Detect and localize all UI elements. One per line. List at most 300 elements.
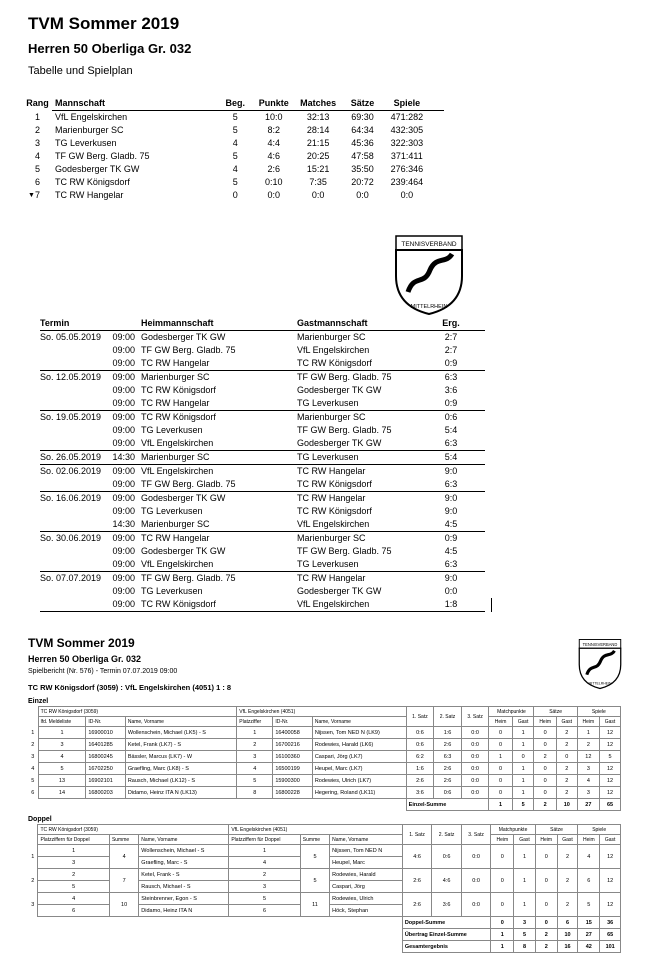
match-number: 1 [31,729,35,736]
schedule-home: Godesberger TK GW [141,493,226,503]
result-value: 2 [556,739,577,751]
result-value: 2 [577,739,599,751]
total-value: 27 [578,929,600,941]
standings-cell: 20:72 [351,177,374,187]
singles-header-row [28,707,621,717]
standings-cell: Godesberger TK GW [54,164,140,174]
home-team-header: TC RW Königsdorf (3059) [38,825,229,835]
standings-cell: 47:58 [351,151,374,161]
schedule-row [40,370,485,384]
standings-header-cell: Matches [300,98,337,108]
guest-player: Caspari, Jörg (LK7) [312,751,406,763]
result-value: 0 [556,751,577,763]
doubles-table [28,824,621,953]
standings-cell: 4 [34,151,40,161]
set-score: 0:0 [461,869,491,893]
standings-row [24,176,429,189]
schedule-result: 0:0 [444,586,458,596]
schedule-row [40,424,485,437]
result-value: 12 [600,763,621,775]
result-value: 2 [557,845,578,869]
result-value: 0 [491,869,514,893]
set-score: 0:0 [461,893,491,917]
standings-cell: 1 [34,112,40,122]
schedule-time: 14:30 [112,452,135,462]
doubles-row [28,869,621,881]
group-header: Matchpunkte [489,707,534,717]
home-sum: 4 [109,845,138,869]
total-value: 36 [600,917,621,929]
schedule-home: TF GW Berg. Gladb. 75 [141,573,236,583]
schedule-time: 09:00 [112,398,135,408]
schedule-date [40,424,106,437]
schedule-row [40,450,485,464]
standings-cell: 4 [232,164,238,174]
result-value: 12 [577,751,599,763]
schedule-time: 09:00 [112,372,135,382]
standings-header-cell: Punkte [258,98,289,108]
schedule-guest: VfL Engelskirchen [297,345,370,355]
standings-cell: 7 [34,190,40,200]
schedule-row [40,478,485,491]
schedule-date: So. 30.06.2019 [40,533,102,543]
schedule-time: 09:00 [112,559,135,569]
guest-position: 2 [229,869,300,881]
schedule-home: VfL Engelskirchen [141,559,214,569]
home-position: 5 [38,763,86,775]
schedule-result: 9:0 [444,573,458,583]
group-header: Spiele [578,825,621,835]
result-value: 12 [600,869,621,893]
league-title: Herren 50 Oberliga Gr. 032 [28,41,192,56]
schedule-time: 09:00 [112,438,135,448]
report-cell [28,717,38,727]
singles-row [28,727,621,739]
standings-row [24,137,429,150]
set-score: 0:0 [461,739,489,751]
set-score: 2:6 [434,775,462,787]
home-guest-header: Gast [514,835,535,845]
schedule-result: 9:0 [444,506,458,516]
result-value: 0 [489,775,512,787]
schedule-home: Marienburger SC [141,372,210,382]
set-header: 1. Satz [402,825,432,845]
standings-header [24,97,429,110]
total-value: 2 [535,929,557,941]
guest-position: 4 [237,763,273,775]
column-header: Platzziffern für Doppel [38,835,109,845]
schedule-home: TC RW Hangelar [141,398,210,408]
schedule-time: 09:00 [112,533,135,543]
standings-cell: TG Leverkusen [54,138,117,148]
total-value: 10 [557,929,578,941]
doubles-header-row [28,825,621,835]
schedule-date [40,437,106,450]
column-header: ID-Nr. [273,717,313,727]
total-label: Übertrag Einzel-Summe [402,929,491,941]
set-header: 2. Satz [434,707,462,727]
schedule-guest: Godesberger TK GW [297,385,382,395]
result-value: 1 [514,869,535,893]
schedule-guest: Marienburger SC [297,533,366,543]
logo-text-top: TENNISVERBAND [401,241,457,248]
result-value: 0 [535,845,557,869]
standings-cell: 21:15 [306,138,330,148]
home-id: 16702250 [86,763,126,775]
singles-table [28,706,621,811]
logo-text-bottom: MITTELRHEIN [410,304,448,310]
report-title: TVM Sommer 2019 [28,636,135,650]
total-value: 65 [600,929,621,941]
standings-cell: 0:0 [356,190,369,200]
guest-id: 16400058 [273,727,313,739]
schedule-result: 6:3 [444,438,458,448]
schedule-guest: TF GW Berg. Gladb. 75 [297,546,392,556]
guest-team-header: VfL Engelskirchen (4051) [229,825,402,835]
result-value: 12 [600,893,621,917]
guest-player: Rodewies, Ulrich (LK7) [312,775,406,787]
home-player: Rausch, Michael - S [139,881,229,893]
guest-position: 1 [237,727,273,739]
singles-row [28,787,621,799]
standings-cell: TC RW Hangelar [54,190,124,200]
column-header: Name, Vorname [330,835,403,845]
set-score: 0:0 [461,751,489,763]
set-score: 2:6 [406,775,434,787]
schedule-home: TG Leverkusen [141,586,203,596]
standings-cell: 5 [232,177,238,187]
home-position: 1 [38,727,86,739]
schedule-time: 09:00 [112,506,135,516]
set-score: 0:0 [461,845,491,869]
home-id: 16800245 [86,751,126,763]
schedule-time: 09:00 [112,466,135,476]
einzel-sum-value: 27 [577,799,599,811]
report-cell [28,825,38,835]
home-sum: 7 [109,869,138,893]
schedule-row [40,344,485,357]
singles-row [28,739,621,751]
group-header: Matchpunkte [491,825,535,835]
schedule-header-cell: Gastmannschaft [297,318,368,328]
standings-cell: 45:36 [351,138,374,148]
group-header: Sätze [534,707,577,717]
schedule-date [40,585,106,598]
schedule-time: 09:00 [112,425,135,435]
home-position: 6 [38,905,109,917]
doubles-number: 2 [31,877,35,884]
home-player: Wollenschein, Michael - S [139,845,229,857]
set-score: 4:6 [402,845,432,869]
result-value: 0 [489,787,512,799]
standings-cell: 35:50 [351,164,374,174]
total-value: 0 [535,917,557,929]
total-value: 8 [514,941,535,953]
result-value: 2 [557,869,578,893]
guest-id: 16500199 [273,763,313,775]
standings-cell: 5 [232,112,238,122]
set-score: 2:6 [434,739,462,751]
standings-cell: 28:14 [306,125,330,135]
home-position: 13 [38,775,86,787]
guest-player: Rodewies, Ulrich [330,893,403,905]
guest-sum: 5 [300,845,329,869]
schedule-result: 0:6 [444,412,458,422]
standings-row [24,189,429,202]
set-header: 1. Satz [406,707,434,727]
report-logo-text-top: TENNISVERBAND [582,641,618,647]
report-info: Spielbericht (Nr. 576) - Termin 07.07.2019 09:00 [28,668,178,675]
group-header: Spiele [577,707,620,717]
schedule-guest: Marienburger SC [297,332,366,342]
schedule-result: 6:3 [444,559,458,569]
singles-row [28,763,621,775]
column-header: Name, Vorname [312,717,406,727]
column-header: ID-Nr. [86,717,126,727]
home-guest-header: Gast [557,835,578,845]
standings-cell: TF GW Berg. Gladb. 75 [54,151,150,161]
result-value: 0 [534,763,556,775]
schedule-row [40,437,485,450]
schedule-guest: TF GW Berg. Gladb. 75 [297,372,392,382]
schedule-home: Marienburger SC [141,519,210,529]
standings-cell: 20:25 [306,151,330,161]
home-player: Wollenschein, Michael (LK5) - S [125,727,236,739]
result-value: 6 [578,869,600,893]
schedule-guest: TC RW Hangelar [297,466,366,476]
guest-id: 16700216 [273,739,313,751]
total-label: Doppel-Summe [402,917,491,929]
singles-subheader-row [28,717,621,727]
result-value: 1 [512,763,534,775]
einzel-sum-row [28,799,621,811]
home-id: 16900010 [86,727,126,739]
schedule-date [40,357,106,370]
einzel-sum-value: 65 [600,799,621,811]
doubles-subheader-row [28,835,621,845]
report-logo [578,638,622,690]
set-score: 0:0 [461,775,489,787]
schedule-row [40,331,485,344]
schedule-date: So. 05.05.2019 [40,332,102,342]
home-position: 4 [38,893,109,905]
report-cell [28,929,402,941]
standings-header-cell: Rang [26,98,49,108]
column-header: Summe [300,835,329,845]
schedule-row [40,410,485,424]
guest-player: Höck, Stephan [330,905,403,917]
home-guest-header: Heim [491,835,514,845]
result-value: 1 [512,739,534,751]
set-score: 0:6 [432,845,462,869]
report-match: TC RW Königsdorf (3059) : VfL Engelskirchen (4051) 1 : 8 [28,683,232,692]
schedule-date [40,558,106,571]
set-score: 3:6 [406,787,434,799]
set-score: 0:0 [461,727,489,739]
result-value: 0 [491,893,514,917]
set-score: 6:3 [434,751,462,763]
set-score: 0:0 [461,763,489,775]
standings-row [24,163,429,176]
guest-id: 15900300 [273,775,313,787]
schedule-time: 09:00 [112,385,135,395]
schedule-result: 0:9 [444,358,458,368]
standings-cell: 471:282 [390,112,424,122]
schedule-date [40,397,106,410]
column-header: Name, Vorname [139,835,229,845]
home-id: 16902101 [86,775,126,787]
schedule-time: 14:30 [112,519,135,529]
standings-cell: 0:0 [267,190,281,200]
standings-row [24,150,429,163]
doubles-number: 1 [31,853,35,860]
guest-position: 5 [229,893,300,905]
home-guest-header: Gast [600,717,621,727]
set-score: 3:6 [432,893,462,917]
home-player: Graefling, Marc - S [139,857,229,869]
standings-cell: 0:0 [311,190,325,200]
result-value: 1 [512,787,534,799]
schedule-home: VfL Engelskirchen [141,466,214,476]
result-value: 0 [489,727,512,739]
standings-header-cell: Mannschaft [54,98,105,108]
schedule-row [40,464,485,478]
standings-table [24,97,429,202]
standings-cell: 69:30 [351,112,374,122]
guest-sum: 11 [300,893,329,917]
result-value: 1 [512,727,534,739]
result-value: 2 [556,727,577,739]
result-value: 5 [578,893,600,917]
schedule-time: 09:00 [112,332,135,342]
schedule-date [40,598,106,611]
schedule-date: So. 07.07.2019 [40,573,102,583]
report-cell [28,835,38,845]
result-value: 12 [600,775,621,787]
result-value: 0 [534,775,556,787]
schedule-time: 09:00 [112,493,135,503]
standings-cell: 32:13 [306,112,330,122]
guest-team-header: VfL Engelskirchen (4051) [237,707,406,717]
schedule-row [40,397,485,410]
standings-header-cell: Spiele [393,98,421,108]
standings-cell: 4:6 [267,151,281,161]
schedule-date [40,505,106,518]
home-player: Bässler, Marcus (LK7) - W [125,751,236,763]
guest-position: 3 [229,881,300,893]
standings-cell: Marienburger SC [54,125,124,135]
total-row [28,941,621,953]
schedule-guest: TG Leverkusen [297,398,359,408]
schedule-result: 6:3 [444,479,458,489]
schedule-row [40,585,485,598]
total-value: 3 [514,917,535,929]
schedule-row [40,384,485,397]
schedule-time: 09:00 [112,358,135,368]
column-header: Platzziffer [237,717,273,727]
set-score: 0:6 [406,727,434,739]
guest-player: Nijssen, Tom NED N (LK9) [312,727,406,739]
home-player: Graefling, Marc (LK8) - S [125,763,236,775]
home-guest-header: Heim [578,835,600,845]
report-cell [28,799,406,811]
schedule-result: 3:6 [444,385,458,395]
total-value: 0 [491,917,514,929]
schedule-header-cell: Heimmannschaft [141,318,214,328]
result-value: 0 [489,763,512,775]
schedule-guest: TC RW Königsdorf [297,358,372,368]
home-guest-header: Heim [534,717,556,727]
set-score: 1:6 [406,763,434,775]
total-value: 1 [491,929,514,941]
guest-player: Caspari, Jörg [330,881,403,893]
home-guest-header: Gast [512,717,534,727]
result-value: 0 [491,845,514,869]
schedule-date: So. 19.05.2019 [40,412,102,422]
schedule-row [40,545,485,558]
set-score: 1:6 [434,727,462,739]
set-score: 0:6 [406,739,434,751]
guest-id: 16100360 [273,751,313,763]
schedule-guest: TG Leverkusen [297,559,359,569]
schedule-row [40,598,485,611]
schedule-home: TC RW Hangelar [141,533,210,543]
home-guest-header: Heim [535,835,557,845]
schedule-header [40,317,485,331]
result-value: 1 [514,893,535,917]
schedule-guest: TC RW Hangelar [297,573,366,583]
total-value: 1 [491,941,514,953]
home-position: 14 [38,787,86,799]
total-value: 6 [557,917,578,929]
schedule-guest: TC RW Hangelar [297,493,366,503]
result-value: 0 [535,869,557,893]
schedule-time: 09:00 [112,479,135,489]
einzel-sum-value: 1 [489,799,512,811]
home-team-header: TC RW Königsdorf (3059) [38,707,237,717]
standings-row [24,124,429,137]
standings-cell: 8:2 [267,125,281,135]
schedule-time: 09:00 [112,546,135,556]
home-guest-header: Heim [489,717,512,727]
standings-cell: 2:6 [267,164,281,174]
einzel-sum-value: 2 [534,799,556,811]
schedule-date [40,545,106,558]
report-league: Herren 50 Oberliga Gr. 032 [28,654,142,664]
column-header: Platzziffern für Doppel [229,835,300,845]
standings-cell: 322:303 [390,138,424,148]
schedule-date: So. 12.05.2019 [40,372,102,382]
schedule-date: So. 02.06.2019 [40,466,102,476]
result-value: 12 [600,845,621,869]
guest-position: 2 [237,739,273,751]
schedule-guest: TC RW Königsdorf [297,506,372,516]
home-player: Ketel, Frank (LK7) - S [125,739,236,751]
standings-cell: 10:0 [265,112,283,122]
doubles-row [28,845,621,857]
schedule-row [40,571,485,585]
standings-cell: 5 [232,125,238,135]
schedule-row [40,357,485,370]
standings-cell: 5 [34,164,40,174]
guest-id: 16800228 [273,787,313,799]
schedule-date [40,518,106,531]
standings-cell: 0 [232,190,238,200]
guest-position: 3 [237,751,273,763]
guest-position: 8 [237,787,273,799]
result-value: 0 [534,727,556,739]
schedule-result: 0:9 [444,398,458,408]
